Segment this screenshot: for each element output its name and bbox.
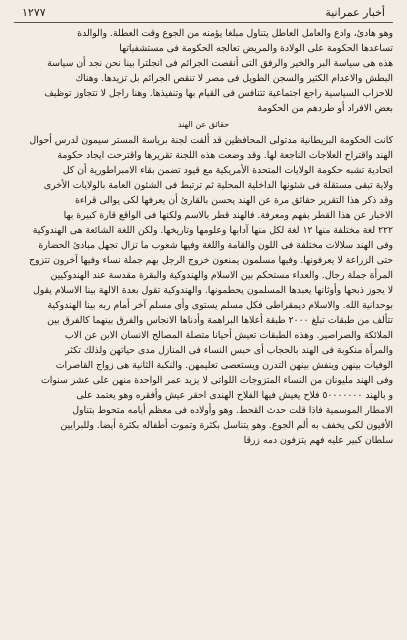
text-line: كانت الحكومة البريطانية مدتولى المحافظين قد ألفت لجنة برياسة المستر سيمون لدرس أحوال xyxy=(29,135,393,146)
text-line: هذه هى سياسة البر والخير والرفق التى أنقصت الجرائم فى انجلترا بينا نحن نجد أن سياسة xyxy=(47,58,393,69)
text-line: وهو هادئ، وادع والعامل العاطل يتناول مبلغا يؤمنه من الجوع وقت العطلة. والوالدة xyxy=(77,28,393,39)
page-header xyxy=(14,6,393,20)
text-line: الامطار الموسمية فاذا قلت حدث القحط. وهو وأولاده فى معظم أيامه متحوط بتناول xyxy=(72,405,393,416)
text-line: و بالهند ٥٠٠٠٠٠٠٠ فلاح يعيش فيها الفلاح الهندى احقر عيش وأفقره وهو يعتمد على xyxy=(76,390,393,401)
text-line: بعض الافراد أو طردهم من الحكومة xyxy=(257,103,393,114)
text-line: بوحدانية الله. والاسلام ديمقراطى فكل مسلم يستوى وأى مسلم آخر أمام ربه بينا الهندوكية xyxy=(47,300,393,311)
text-line: ٢٢٢ لغة مختلفة منها ١٢ لغة لكل منها آدابها وعلومها وتاريخها. ولكن اللغة الشائعة هى الهندوكية xyxy=(32,225,393,236)
paragraph-bottom xyxy=(14,133,393,448)
page-number: ١٢٧٧ xyxy=(22,6,46,19)
text-line: الملائكة والصراصير. وهذه الطبقات تعيش أحيانا متصلة المصالح الانسان الابن عن الاب xyxy=(64,330,393,341)
text-line: حتى الزراعة لا يعرفونها. وفيها مسلمون يمنعون خروج الرجل بهم جملة نساء وفيها آخرون تتزوج xyxy=(28,255,393,266)
text-line: لا يجوز ذبحها وأوثانها يعبدها المسلمون يحطمونها. والهندوكية تقول بعدة الالهة بينا الاسلام يقول xyxy=(33,285,393,296)
text-line: وفى الهند مليونان من النساء المتزوجات اللواتى لا يزيد عمر الواحدة منهن على عشر سنوات xyxy=(41,375,393,386)
text-line: الهند واقتراح العلاجات الناجعة لها. وقد وضعت هذه اللجنة تقريرها واقترحت ايجاد حكومة xyxy=(57,150,393,161)
text-line: تساعدها الحكومة على الولادة والمريض تعالجه الحكومة فى مستشفياتها xyxy=(119,43,393,54)
text-line: للاحزاب السياسية راجع اجتماعية تتنافس فى القيام بها وتنفيذها. وهنا راجل لا تتجاوز توظيف xyxy=(44,88,393,99)
text-line: سلطان كبير عليه فهم يتزفون دمه زرقا xyxy=(243,435,393,446)
section-heading: حقائق عن الهند xyxy=(177,120,230,129)
text-line: والمرأة منكوبة فى الهند بالحجاب أى حبس النساء فى المنازل مدى حياتهن ولذلك تكثر xyxy=(65,345,393,356)
text-line: تتألف من طبقات تبلغ ٢٠٠٠ طبقة أعلاها البراهمة وأدناها الانجاس والفرق بينهما كالفرق بين xyxy=(47,315,393,326)
paragraph-top xyxy=(14,26,393,116)
text-line: الأفيون لكى يخفف به ألم الجوع. وهو يتناسل بكثرة وتموت أطفاله بكثرة أيضا. وللبرايين xyxy=(60,420,393,431)
text-line: وفى الهند سلالات مختلفة فى اللون والقامة واللغة وفيها شعوب ما تزال تجهل مبادئ الحضارة xyxy=(38,240,393,251)
text-line: المرأة جملة رجال. والعداء مستحكم بين الاسلام والهندوكية والبقرة مقدسة عند الهندوكيين xyxy=(50,270,393,281)
text-line: ولاية تبقى مستقلة فى شئونها الداخلية المحلية ثم ترتبط فى الشئون العامة بالولايات الأخرى xyxy=(43,180,393,191)
text-line: اتحادية تشبه حكومة الولايات المتحدة الأمريكية مع قيود تضمن بقاء الامبراطورية أن كل xyxy=(62,165,393,176)
text-line: الوفيات بينهن وينفش بينهن التدرن ويستعصى تعليمهن. والنكبة الثانية هى زواج القاصرات xyxy=(55,360,393,371)
header-rule xyxy=(14,22,393,23)
text-line: الاخبار عن هذا القطر بفهم ومعرفة. فالهند قطر بالاسم ولكنها فى الواقع قارة كبيرة بها xyxy=(63,210,393,221)
running-title: أخبار عمرانية xyxy=(325,6,385,19)
text-line: البطش والاعدام الكثير والسجن الطويل فى مصر لا تنقص الجرائم بل تزيدها. وهناك xyxy=(75,73,393,84)
text-line: وقد ذكر هذا التقرير حقائق مرة عن الهند يحسن بالقارئ أن يعرفها لكى يوالى قراءة xyxy=(75,195,393,206)
